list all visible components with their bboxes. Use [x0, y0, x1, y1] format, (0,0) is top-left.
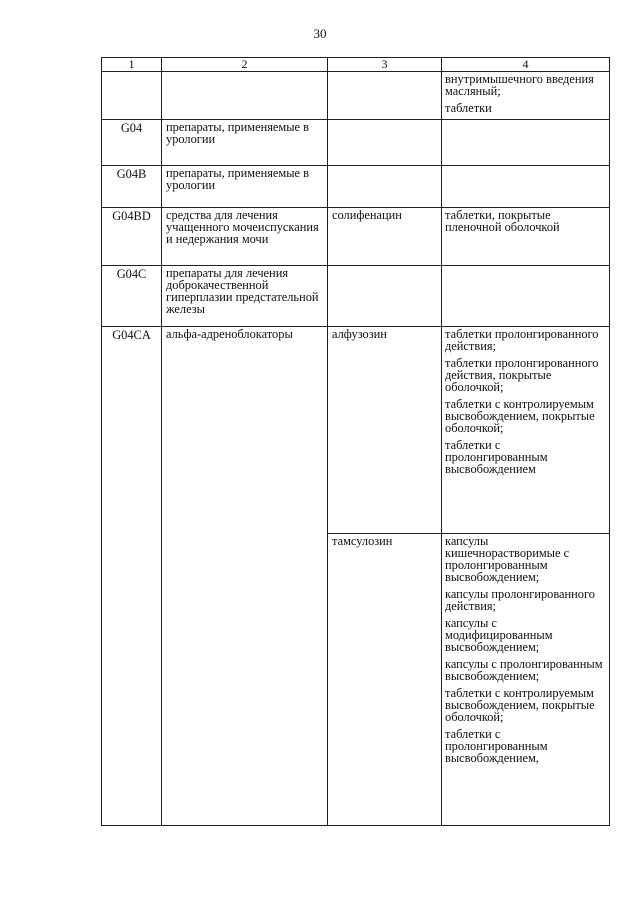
column-number-2: 2	[162, 58, 328, 72]
dosage-form: таблетки	[445, 101, 492, 115]
dosage-form: капсулы пролонгированного действия;	[445, 587, 595, 613]
drug-classification-table	[101, 57, 610, 826]
atc-code-cell: G04BD	[102, 208, 162, 266]
dosage-forms-cell	[442, 266, 610, 327]
dosage-form: таблетки с пролонгированным высвобождением,	[445, 727, 548, 765]
group-name-cell: альфа-адреноблокаторы	[162, 327, 328, 826]
inn-cell: тамсулозин	[328, 534, 442, 826]
inn-cell: алфузозин	[328, 327, 442, 534]
table-row	[102, 266, 610, 327]
dosage-forms-cell	[442, 72, 610, 120]
dosage-forms-cell	[442, 120, 610, 166]
inn-cell	[328, 166, 442, 208]
dosage-form: капсулы кишечнорастворимые с пролонгированным высвобождением;	[445, 534, 570, 584]
group-name-cell: средства для лечения учащенного мочеиспускания и недержания мочи	[162, 208, 328, 266]
table-row	[102, 327, 610, 534]
dosage-form: таблетки с контролируемым высвобождением, покрытые оболочкой;	[445, 397, 595, 435]
table-row	[102, 120, 610, 166]
atc-code-cell: G04C	[102, 266, 162, 327]
table-row	[102, 166, 610, 208]
group-name-cell: препараты, применяемые в урологии	[162, 166, 328, 208]
dosage-form: таблетки, покрытые пленочной оболочкой	[445, 208, 560, 234]
group-name-cell: препараты для лечения доброкачественной гиперплазии предстательной железы	[162, 266, 328, 327]
table-row	[102, 72, 610, 120]
atc-code-cell: G04	[102, 120, 162, 166]
dosage-forms-cell	[442, 166, 610, 208]
dosage-form: внутримышечного введения масляный;	[445, 72, 594, 98]
atc-code-cell: G04B	[102, 166, 162, 208]
dosage-forms-cell	[442, 534, 610, 826]
atc-code-cell	[102, 72, 162, 120]
inn-cell	[328, 120, 442, 166]
inn-cell	[328, 266, 442, 327]
dosage-forms-cell	[442, 327, 610, 534]
atc-code-cell: G04CA	[102, 327, 162, 826]
inn-cell: солифенацин	[328, 208, 442, 266]
column-number-1: 1	[102, 58, 162, 72]
dosage-form: таблетки пролонгированного действия, покрытые оболочкой;	[445, 356, 599, 394]
table-row	[102, 208, 610, 266]
column-number-3: 3	[328, 58, 442, 72]
dosage-form: капсулы с модифицированным высвобождением;	[445, 616, 553, 654]
group-name-cell	[162, 72, 328, 120]
column-number-4: 4	[442, 58, 610, 72]
page-number: 30	[313, 26, 327, 41]
group-name-cell: препараты, применяемые в урологии	[162, 120, 328, 166]
dosage-form: капсулы с пролонгированным высвобождением;	[445, 657, 603, 683]
dosage-form: таблетки с пролонгированным высвобождением	[445, 438, 548, 476]
dosage-form: таблетки пролонгированного действия;	[445, 327, 599, 353]
dosage-forms-cell	[442, 208, 610, 266]
column-number-row	[102, 58, 610, 72]
inn-cell	[328, 72, 442, 120]
dosage-form: таблетки с контролируемым высвобождением, покрытые оболочкой;	[445, 686, 595, 724]
